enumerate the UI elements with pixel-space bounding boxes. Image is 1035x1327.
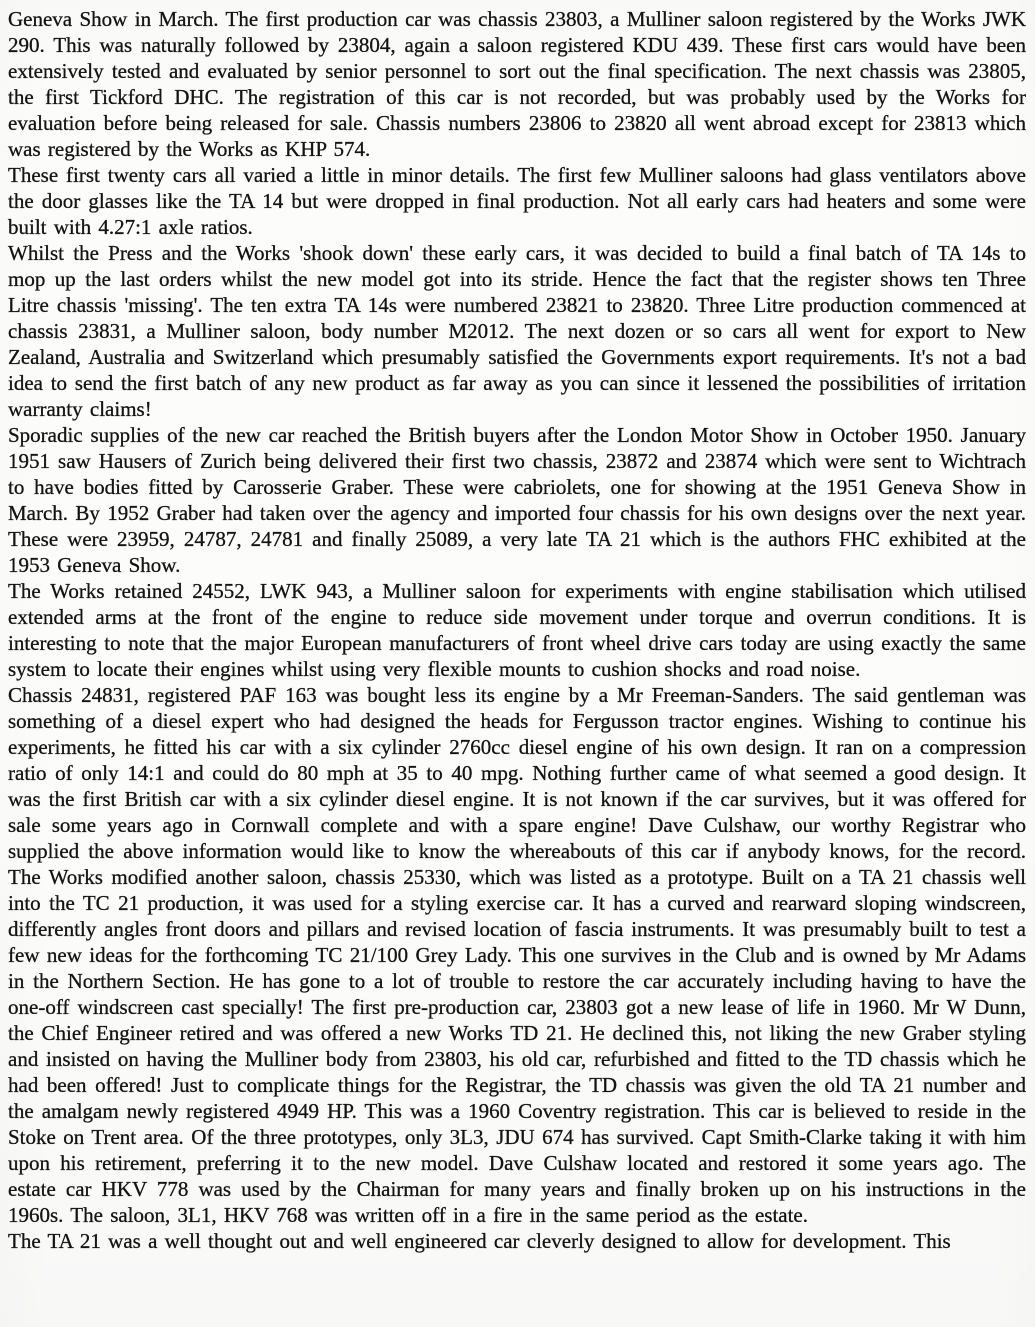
paragraph: Sporadic supplies of the new car reached the British buyers after the London Motor Show in October 1950. January 1951 saw Hausers of Zurich being delivered their first two chassis, 23872 and 23874 which were sent to Wichtrach to have bodies fitted by Carosserie Graber. These were cabriolets, one for showing at the 1951 Geneva Show in March. By 1952 Graber had taken over the agency and imported four chassis for his own designs over the next year. These were 23959, 24787, 24781 and finally 25089, a very late TA 21 which is the authors FHC exhibited at the 1953 Geneva Show. bbox=[8, 423, 1026, 577]
paragraph: The Works retained 24552, LWK 943, a Mulliner saloon for experiments with engine stabilisation which utilised extended arms at the front of the engine to reduce side movement under torque and overrun conditions. It is interesting to note that the major European manufacturers of front wheel drive cars today are using exactly the same system to locate their engines whilst using very flexible mounts to cushion shocks and road noise. bbox=[8, 579, 1026, 681]
paragraph: These first twenty cars all varied a little in minor details. The first few Mulliner saloons had glass ventilators above the door glasses like the TA 14 but were dropped in final production. Not all early cars had heaters and some were built with 4.27:1 axle ratios. bbox=[8, 163, 1026, 239]
paragraph: The TA 21 was a well thought out and well engineered car cleverly designed to allow for development. This bbox=[8, 1229, 951, 1253]
paragraph: Geneva Show in March. The first production car was chassis 23803, a Mulliner saloon registered by the Works JWK 290. This was naturally followed by 23804, again a saloon registered KDU 439. These first cars would have been extensively tested and evaluated by senior personnel to sort out the final specification. The next chassis was 23805, the first Tickford DHC. The registration of this car is not recorded, but was probably used by the Works for evaluation before being released for sale. Chassis numbers 23806 to 23820 all went abroad except for 23813 which was registered by the Works as KHP 574. bbox=[8, 7, 1026, 161]
paragraph: Chassis 24831, registered PAF 163 was bought less its engine by a Mr Freeman-Sanders. The said gentleman was something of a diesel expert who had designed the heads for Fergusson tractor engines. Wishing to continue his experiments, he fitted his car with a six cylinder 2760cc diesel engine of his own design. It ran on a compression ratio of only 14:1 and could do 80 mph at 35 to 40 mpg. Nothing further came of what seemed a good design. It was the first British car with a six cylinder diesel engine. It is not known if the car survives, but it was offered for sale some years ago in Cornwall complete and with a spare engine! Dave Culshaw, our worthy Registrar who supplied the above information would like to know the whereabouts of this car if anybody knows, for the record. The Works modified another saloon, chassis 25330, which was listed as a prototype. Built on a TA 21 chassis well into the TC 21 production, it was used for a styling exercise car. It has a curved and rearward sloping windscreen, differently angles front doors and pillars and revised location of fascia instruments. It was presumably built to test a few new ideas for the forthcoming TC 21/100 Grey Lady. This one survives in the Club and is owned by Mr Adams in the Northern Section. He has gone to a lot of trouble to restore the car accurately including having to have the one-off windscreen cast specially! The first pre-production car, 23803 got a new lease of life in 1960. Mr W Dunn, the Chief Engineer retired and was offered a new Works TD 21. He declined this, not liking the new Graber styling and insisted on having the Mulliner body from 23803, his old car, refurbished and fitted to the TD chassis which he had been offered! Just to complicate things for the Registrar, the TD chassis was given the old TA 21 number and the amalgam newly registered 4949 HP. This was a 1960 Coventry registration. This car is believed to reside in the Stoke on Trent area. Of the three prototypes, only 3L3, JDU 674 has survived. Capt Smith-Clarke taking it with him upon his retirement, preferring it to the new model. Dave Culshaw located and restored it some years ago. The estate car HKV 778 was used by the Chairman for many years and finally broken up on his instructions in the 1960s. The saloon, 3L1, HKV 768 was written off in a fire in the same period as the estate. bbox=[8, 683, 1026, 1227]
paragraph: Whilst the Press and the Works 'shook down' these early cars, it was decided to build a final batch of TA 14s to mop up the last orders whilst the new model got into its stride. Hence the fact that the register shows ten Three Litre chassis 'missing'. The ten extra TA 14s were numbered 23821 to 23820. Three Litre production commenced at chassis 23831, a Mulliner saloon, body number M2012. The next dozen or so cars all went for export to New Zealand, Australia and Switzerland which presumably satisfied the Governments export requirements. It's not a bad idea to send the first batch of any new product as far away as you can since it lessened the possibilities of irritation warranty claims! bbox=[8, 241, 1026, 421]
